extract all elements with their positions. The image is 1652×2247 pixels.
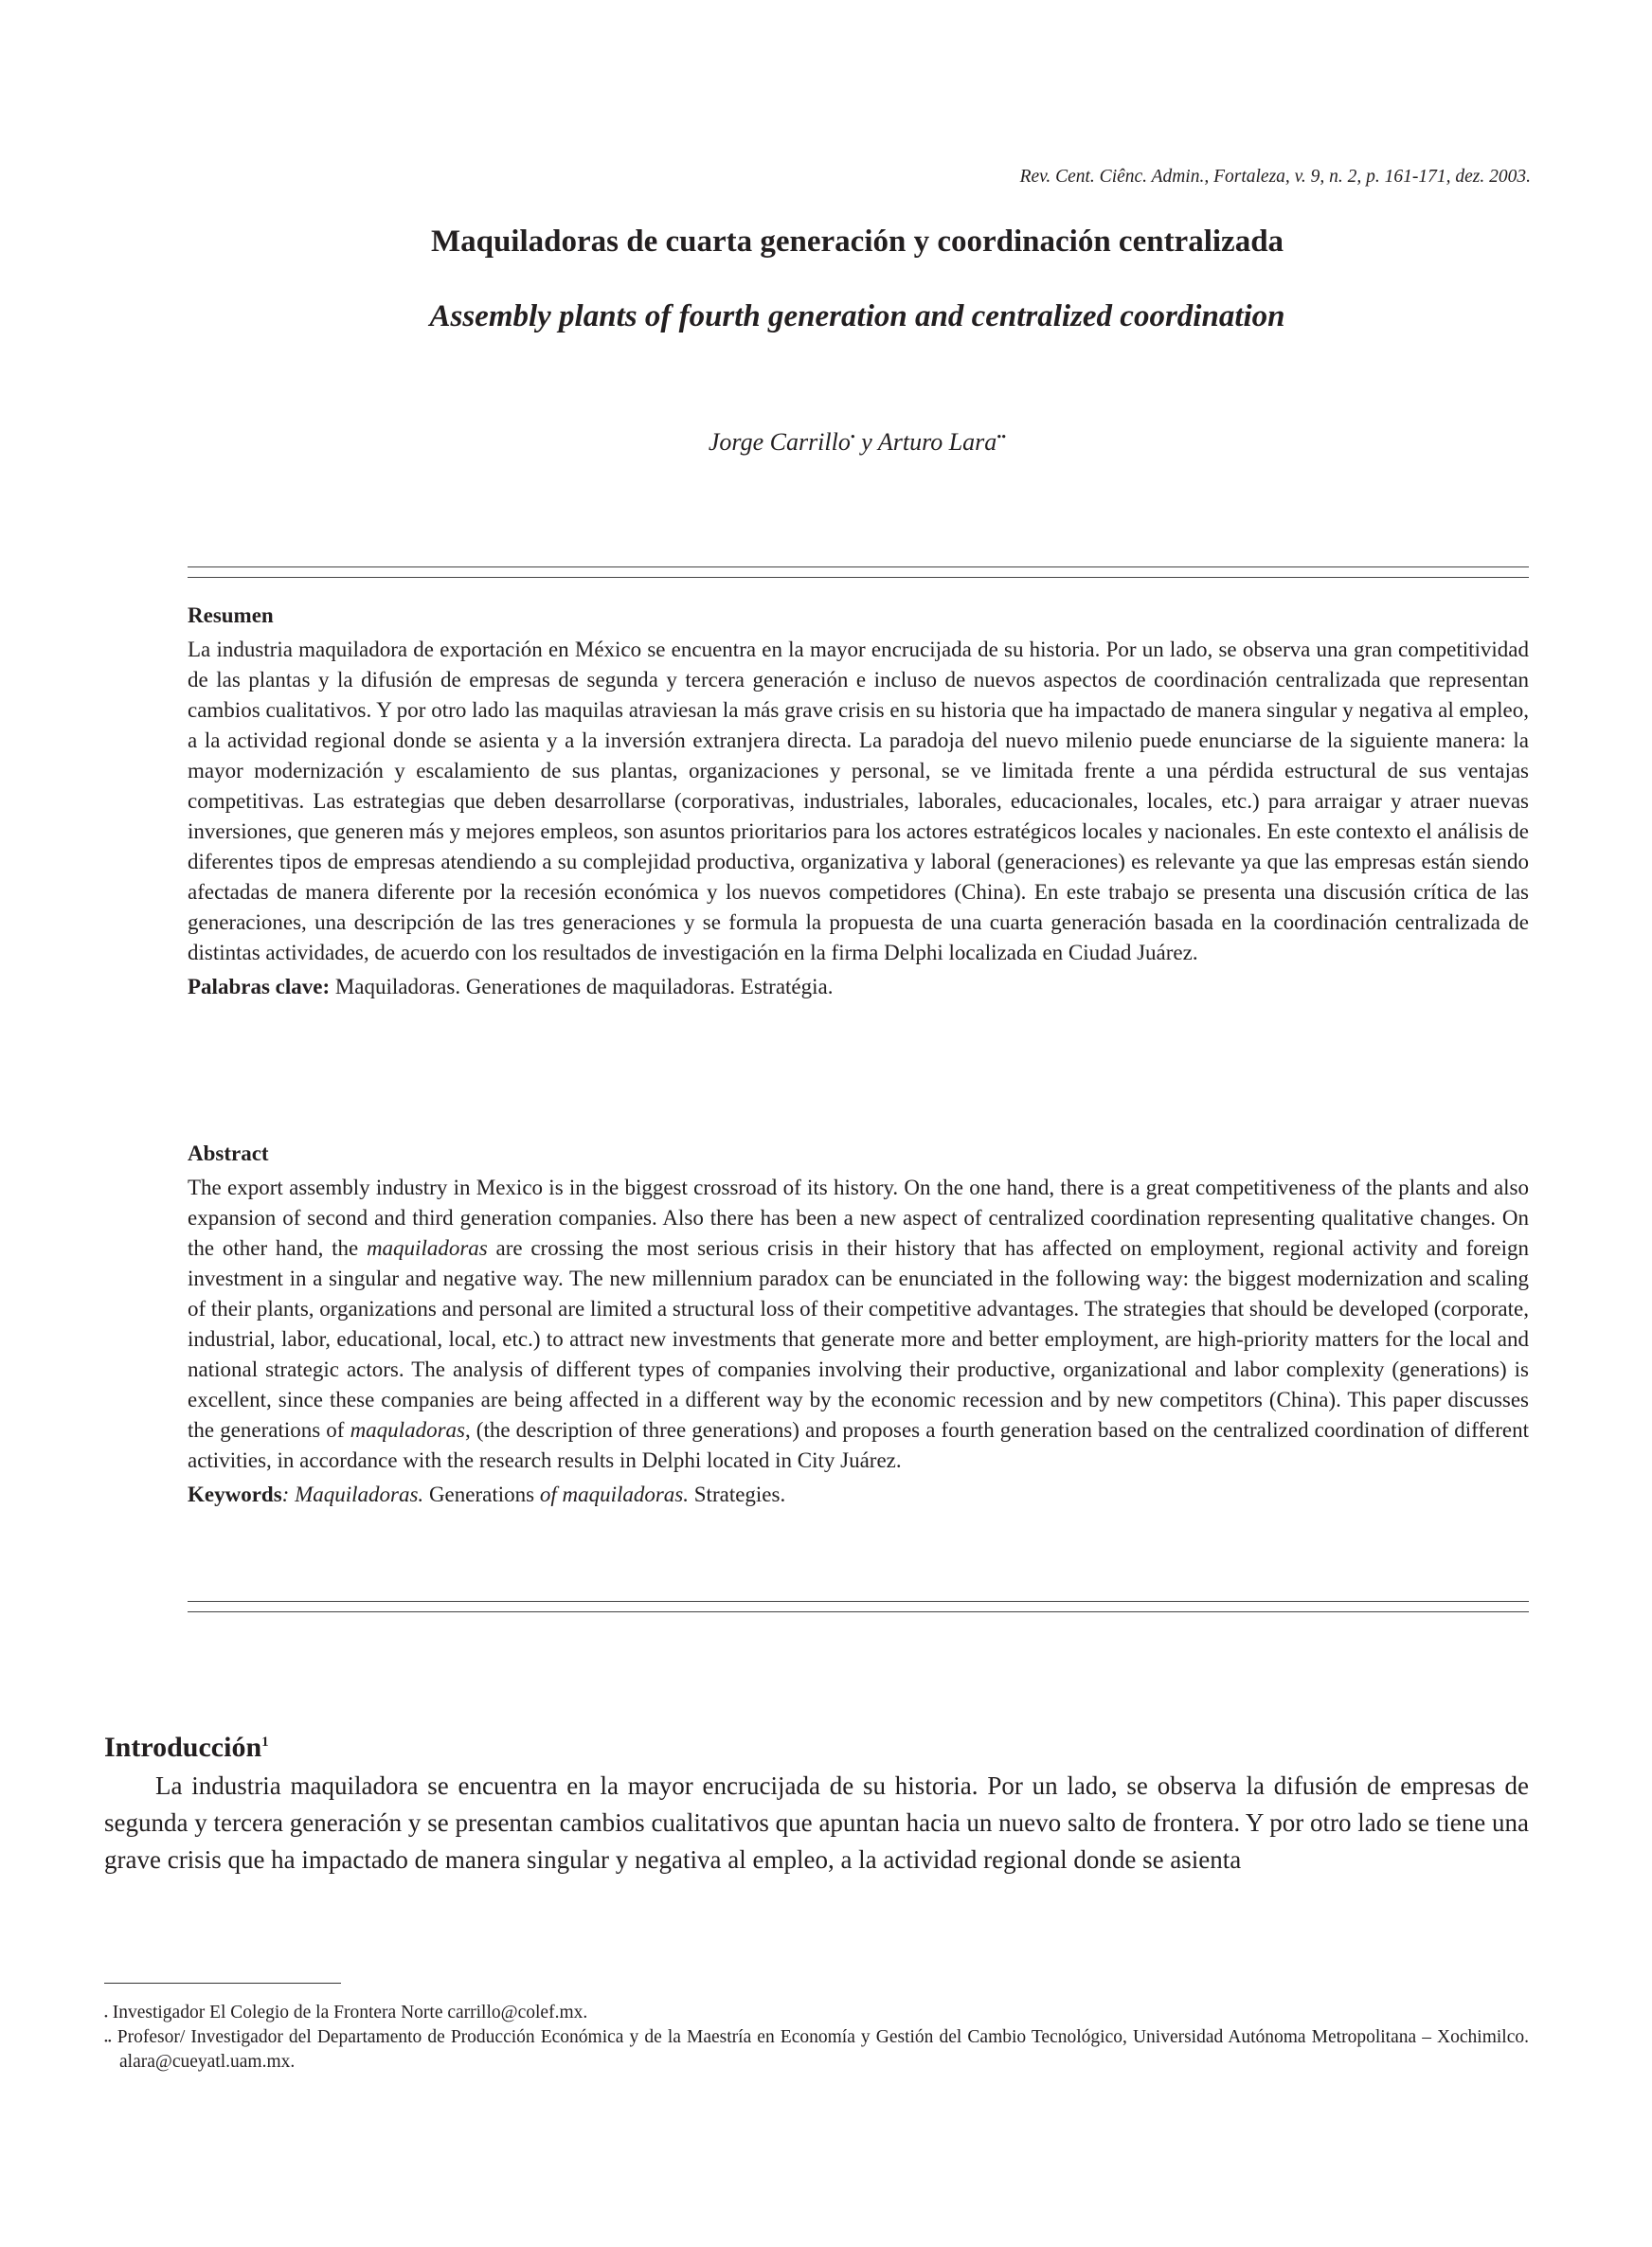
abstract-italic-term: maquiladoras: [366, 1236, 488, 1260]
journal-citation: Rev. Cent. Ciênc. Admin., Fortaleza, v. 9, n. 2, p. 161-171, dez. 2003.: [1019, 167, 1531, 187]
keywords-text: Strategies.: [689, 1483, 786, 1506]
abstract-keywords-label: Keywords: [188, 1483, 282, 1506]
footnote-mark: ••: [104, 2036, 112, 2047]
rule-line: [188, 1601, 1529, 1602]
resumen-keywords: [188, 972, 1529, 1002]
abstract-keywords: [188, 1480, 1529, 1510]
rule-line: [188, 566, 1529, 567]
author-line: [0, 428, 1652, 457]
abstract-italic-term: maquladoras: [350, 1418, 465, 1442]
rule-line: [188, 1611, 1529, 1612]
keywords-italic: of maquiladoras.: [539, 1483, 690, 1506]
footnote-text: Investigador El Colegio de la Frontera Norte carrillo@colef.mx.: [107, 2003, 588, 2022]
title-spanish: Maquiladoras de cuarta generación y coordinación centralizada: [430, 225, 1284, 259]
footnotes: [104, 2001, 1529, 2075]
author-1-mark: •: [850, 430, 855, 445]
introduction-title: Introducción: [104, 1732, 262, 1763]
footnote-mark: •: [104, 2011, 108, 2022]
resumen-body: La industria maquiladora de exportación en México se encuentra en la mayor encrucijada de su historia. Por un lado, se observa una gran competitividad de las plantas y la difusión de empresas de segunda y tercera generación e incluso de nuevos aspectos de coordinación centralizada que representan cambios cualitativos. Y por otro lado las maquilas atraviesan la más grave crisis en su historia que ha impactado de manera singular y negativa al empleo, a la actividad regional donde se asienta y a la inversión extranjera directa. La paradoja del nuevo milenio puede enunciarse de la siguiente manera: la mayor modernización y escalamiento de sus plantas, organizaciones y personal, se ve limitada frente a una pérdida estructural de sus ventajas competitivas. Las estrategias que deben desarrollarse (corporativas, industriales, laborales, educacionales, locales, etc.) para arraigar y atraer nuevas inversiones, que generen más y mejores empleos, son asuntos prioritarios para los actores estratégicos locales y nacionales. En este contexto el análisis de diferentes tipos de empresas atendiendo a su complejidad productiva, organizativa y laboral (generaciones) es relevante ya que las empresas están siendo afectadas de manera diferente por la recesión económica y los nuevos competidores (China). En este trabajo se presenta una discusión crítica de las generaciones, una descripción de las tres generaciones y se formula la propuesta de una cuarta generación basada en la coordinación centralizada de distintas actividades, de acuerdo con los resultados de investigación en la firma Delphi localizada en Ciudad Juárez.: [188, 638, 1529, 964]
top-double-rule: [188, 566, 1529, 579]
abstract-text: are crossing the most serious crisis in their history that has affected on employment, regional activity and foreign investment in a singular and negative way. The new millennium paradox can be enunciated in the following way: the biggest modernization and scaling of their plants, organizations and personal are limited a structural loss of their competitive advantages. The strategies that should be developed (corporate, industrial, labor, educational, local, etc.) to attract new investments that generate more and better employment, are high-priority matters for the local and national strategic actors. The analysis of different types of companies involving their productive, organizational and labor complexity (generations) is excellent, since these companies are being affected in a different way by the economic recession and by new competitors (China). This paper discusses the generations of: [188, 1236, 1529, 1442]
footnote-separator: [104, 1983, 341, 1984]
keywords-italic: Maquiladoras.: [289, 1483, 424, 1506]
resumen-heading: Resumen: [188, 603, 274, 627]
resumen-keywords-label: Palabras clave:: [188, 975, 331, 998]
introduction-body: La industria maquiladora se encuentra en la mayor encrucijada de su historia. Por un lado, se observa la difusión de empresas de segunda y tercera generación y se presentan cambios cualitativos que apuntan hacia un nuevo salto de frontera. Y por otro lado se tiene una grave crisis que ha impactado de manera singular y negativa al empleo, a la actividad regional donde se asienta: [104, 1771, 1529, 1874]
keywords-colon: :: [281, 1483, 290, 1506]
author-2-mark: ••: [997, 430, 1007, 445]
introduction-section: [104, 1724, 1529, 1878]
author-1: Jorge Carrillo: [708, 428, 851, 456]
resumen-keywords-text: Maquiladoras. Generationes de maquiladoras. Estratégia.: [330, 975, 834, 998]
abstract-text: , (the description of three generations) and proposes a fourth generation based on the centralized coordination of different activities, in accordance with the research results in Delphi located in City Juárez.: [188, 1418, 1530, 1472]
abstract-heading: Abstract: [188, 1141, 269, 1165]
footnote: [104, 2025, 1529, 2075]
author-2: Arturo Lara: [877, 428, 997, 456]
rule-line: [188, 577, 1529, 578]
resumen-section: [188, 601, 1529, 1002]
author-connector: y: [854, 428, 878, 456]
abstract-body: [188, 1173, 1529, 1476]
introduction-heading: [104, 1724, 1529, 1766]
footnote: [104, 2001, 1529, 2025]
keywords-text: Generations: [423, 1483, 540, 1506]
abstract-text: The export assembly industry in Mexico is in the biggest crossroad of its history. On the one hand, there is a great competitiveness of the plants and also expansion of second and third generation companies. Also there has been a new aspect of centralized coordination representing qualitative changes. On the other hand, the: [188, 1176, 1529, 1260]
abstract-section: [188, 1139, 1529, 1510]
title-english: Assembly plants of fourth generation and centralized coordination: [429, 299, 1285, 333]
footnote-text: Profesor/ Investigador del Departamento de Producción Económica y de la Maestría en Economía y Gestión del Cambio Tecnológico, Universidad Autónoma Metropolitana – Xochimilco. alara@cueyatl.uam.mx.: [111, 2027, 1529, 2072]
bottom-double-rule: [188, 1601, 1529, 1613]
footnote-ref: 1: [261, 1735, 269, 1750]
